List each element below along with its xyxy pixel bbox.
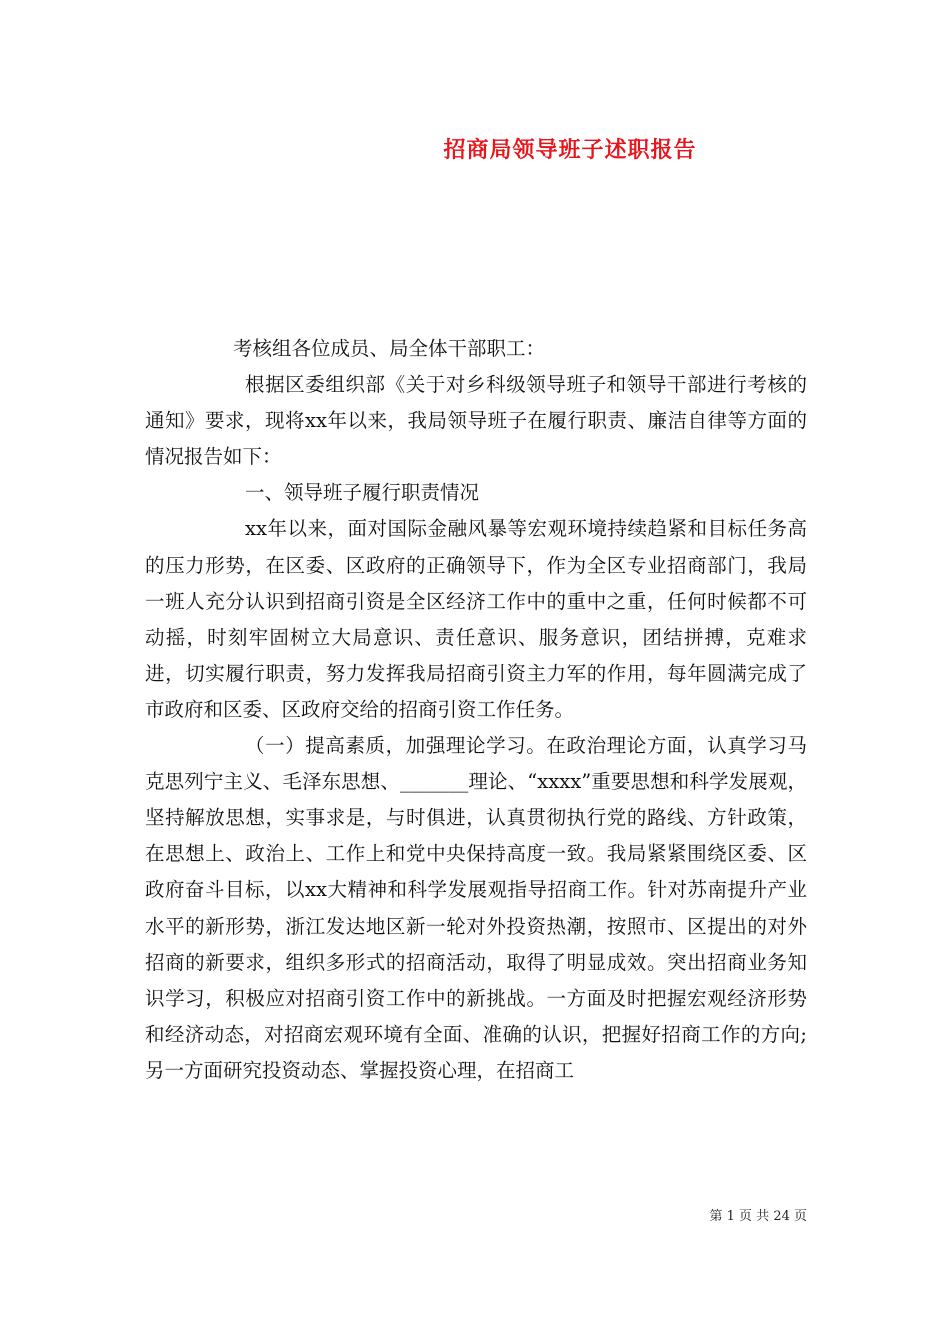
- body-paragraph: xx年以来，面对国际金融风暴等宏观环境持续趋紧和目标任务高的压力形势，在区委、区政府的正确领导下，作为全区专业招商部门，我局一班人充分认识到招商引资是全区经济工作中的重中之重，任何时候都不可动摇，时刻牢固树立大局意识、责任意识、服务意识，团结拼搏，克难求进，切实履行职责，努力发挥我局招商引资主力军的作用，每年圆满完成了市政府和区委、区政府交给的招商引资工作任务。: [145, 517, 807, 721]
- intro-paragraph: 根据区委组织部《关于对乡科级领导班子和领导干部进行考核的通知》要求，现将xx年以来，我局领导班子在履行职责、廉洁自律等方面的情况报告如下：: [145, 373, 807, 469]
- section-heading: 一、领导班子履行职责情况: [245, 481, 480, 505]
- salutation-paragraph: 考核组各位成员、局全体干部职工：: [233, 337, 546, 360]
- page-number: 第 1 页 共 24 页: [709, 1209, 807, 1224]
- document-title: 招商局领导班子述职报告: [443, 137, 697, 163]
- body-paragraph: （一）提高素质，加强理论学习。在政治理论方面，认真学习马克思列宁主义、毛泽东思想、_______理论、“xxxx”重要思想和科学发展观，坚持解放思想，实事求是，与时俱进，认真贯彻执行党的路线、方针政策，在思想上、政治上、工作上和党中央保持高度一致。我局紧紧围绕区委、区政府奋斗目标，以xx大精神和科学发展观指导招商工作。针对苏南提升产业水平的新形势，浙江发达地区新一轮对外投资热潮，按照市、区提出的对外招商的新要求，组织多形式的招商活动，取得了明显成效。突出招商业务知识学习，积极应对招商引资工作中的新挑战。一方面及时把握宏观经济形势和经济动态，对招商宏观环境有全面、准确的认识，把握好招商工作的方向;另一方面研究投资动态、掌握投资心理，在招商工: [145, 734, 807, 1082]
- document-body: [145, 331, 807, 1089]
